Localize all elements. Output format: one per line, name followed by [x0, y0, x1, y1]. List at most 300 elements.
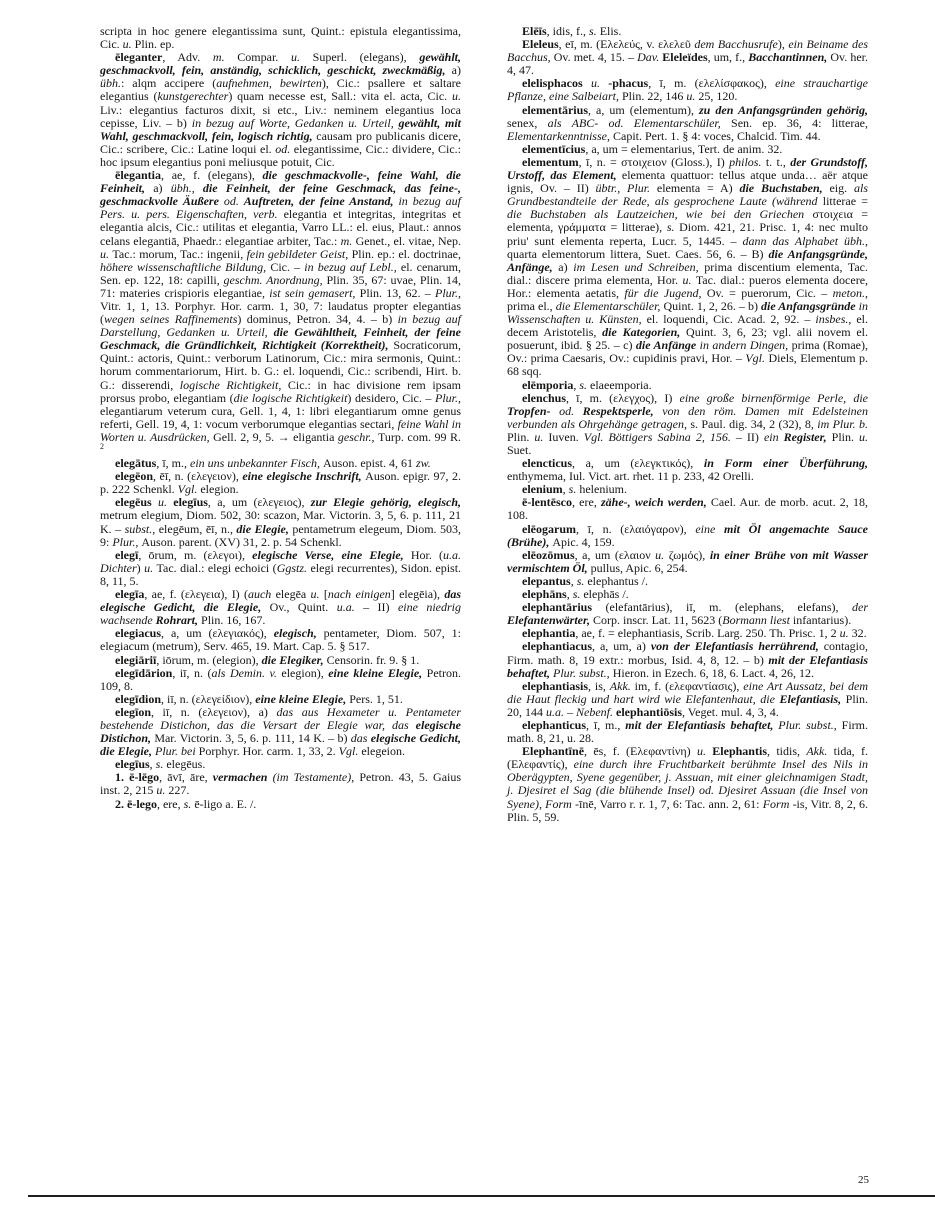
text-segment: s. [183, 796, 195, 811]
text-segment: , ōrum, m. (ελεγοι), [138, 547, 253, 562]
text-segment: Petron. 43, 5. Gaius inst. 2, 215 [100, 770, 462, 798]
text-segment: -is, Vitr. 8, 2, 6. Plin. 5, 59. [507, 796, 869, 824]
text-segment: , [149, 757, 156, 772]
text-segment: im, f. (ελεφαντίασις), [634, 678, 744, 693]
text-segment: Ggstz. [276, 560, 311, 575]
text-segment: u.a. Dichter [100, 547, 462, 575]
dictionary-entry [100, 496, 461, 548]
text-segment: in andern Dingen, [699, 338, 792, 353]
text-segment: a) [153, 181, 171, 196]
text-segment: , Veget. mul. 4, 3, 4. [682, 704, 779, 719]
dictionary-entry [507, 549, 868, 575]
text-segment: elegische Gedicht, die Elegie, [100, 731, 461, 759]
text-segment: Ov. her. 4, 47. [507, 50, 868, 78]
text-segment: , iī, n. (ελεγείδιον), [161, 691, 256, 706]
text-segment: Bacchantinnen, [748, 50, 831, 65]
headword: Eleleus [522, 37, 559, 52]
dictionary-entry [507, 719, 868, 745]
headword: elephantārius [522, 600, 593, 615]
text-segment: Akk. [806, 744, 834, 759]
text-segment: Plin. [507, 429, 535, 444]
text-segment: u. [290, 50, 300, 65]
text-segment: in Wissenschaften u. Künsten, [507, 298, 868, 327]
text-segment: Bormann liest [722, 613, 793, 628]
text-segment: Capit. Pert. 1. § 4: voces, Chalcid. Tim. 44. [612, 128, 821, 143]
text-segment: ein Beiname des Bacchus, [507, 37, 869, 65]
text-segment: , eī, m. (Ελελεύς, v. ελελεῦ [558, 37, 695, 52]
text-segment: , ēs, f. (Ελεφαντίνη) [584, 744, 697, 759]
dictionary-entry [507, 457, 868, 483]
text-segment: , ae, f. (ελεγεια), I) ( [144, 587, 248, 602]
text-segment: Corp. inscr. Lat. 11, 5623 ( [593, 613, 723, 628]
text-segment: ein uns unbekannter Fisch, [190, 456, 323, 471]
text-segment: ζωμός), [668, 547, 710, 562]
text-segment: , tidis, [766, 744, 807, 759]
text-segment: elegion. [200, 482, 239, 497]
text-segment: elegantia et integritas, integritas et elegantia alcis, Cic.: utilitas et elegantia, Varro LL.: el. eius, Plaut.: annos celans elegantiā, Phaedr.: elegantiae arbiter, Tac.: [100, 207, 461, 248]
text-segment: logische Richtigkeit, [179, 377, 288, 392]
text-segment: Plur., [112, 534, 142, 549]
text-segment: Cic.: in hac divisione rem ipsam prorsus probo, elegantiam ( [100, 377, 461, 405]
text-segment: der Grundstoff, Urstoff, das Element, [507, 154, 869, 183]
dictionary-entry [507, 496, 868, 522]
text-segment: tida, f. (Ελεφαντίς), [507, 744, 869, 772]
text-segment: Dav. [637, 50, 663, 65]
text-segment: in bezug auf Darstellung, Gedanken u. Urteil, [100, 312, 461, 340]
headword: 1. ē-lēgo [115, 770, 160, 785]
text-segment: eine strauchartige Pflanze, eine Salbeiart, [507, 76, 869, 104]
text-segment: u. [590, 76, 609, 91]
text-segment: die Buchstaben, [739, 181, 830, 196]
text-segment: elegeion. [361, 744, 405, 759]
text-segment: elephās /. [583, 587, 629, 602]
text-segment: feine Wahl in Worten u. Ausdrücken, [100, 416, 461, 444]
text-segment: s. [666, 220, 680, 235]
text-segment: u. [122, 37, 132, 52]
text-segment: Cael. Aur. de morb. acut. 2, 18, 108. [507, 495, 868, 523]
headword: elencticus [522, 456, 572, 471]
dictionary-entry [507, 104, 868, 143]
text-segment: Elementarkenntnisse, [507, 128, 613, 143]
text-segment: Nebenf. [576, 704, 616, 719]
text-segment: , a, um (ελεγειος), [207, 495, 311, 510]
text-segment: , a, um = elementarius, Tert. de anim. 32. [585, 141, 783, 156]
text-segment: Register, [783, 429, 832, 444]
text-segment: Plin. ep.: el. doctrinae, [351, 246, 462, 261]
text-segment: ) quam necesse est, Sall.: vita el. acta, Cic. [228, 89, 452, 104]
text-segment: Liv.: elegantius facturos dixit, si etc., Liv.: neminem elegantius loca cepisse, Liv. – b) [100, 102, 461, 130]
text-segment: Vgl. Böttigers Sabina 2, 156. [583, 429, 736, 444]
text-segment: στοιχεια = elementa, γράμματα = litterae), [507, 207, 868, 235]
text-segment: s. Paul. dig. 34, 2 (32), 8, [690, 416, 818, 431]
text-segment: die Anfangsgründe [761, 298, 859, 313]
text-segment: die Buchstaben als Lautzeichen, wie bei den Griechen [507, 207, 813, 222]
text-segment: dann das Alphabet übh., [742, 233, 868, 248]
text-segment: das elegische Gedicht, die Elegie, [100, 587, 462, 615]
text-segment: m. [340, 233, 356, 248]
text-segment: gewählt, geschmackvoll, fein, anständig, schicklich, geschickt, zweckmäßig, [100, 50, 462, 78]
text-segment: , [573, 377, 580, 392]
text-segment: -phacus [608, 76, 649, 91]
text-segment: eine große birnenförmige Perle, die [679, 390, 868, 405]
text-segment: eine durch ihre Fruchtbarkeit berühmte Insel des Nils in Oberägypten, Syene gegenüber, j. Assuan, mit einer gleichnamigen Stadt, j. Djesiret el Sag (die blühende Insel) od. Djesiret Assuan (die Insel von Syene), Form [507, 757, 868, 811]
text-segment: pullus, Apic. 6, 254. [590, 560, 688, 575]
text-segment: dem Bacchusrufe [694, 37, 778, 52]
text-segment: Compar. [224, 50, 291, 65]
text-segment: u.a. [336, 600, 364, 615]
text-segment: philos. [729, 154, 766, 169]
text-segment: s. [572, 587, 584, 602]
text-segment: Plur. subst., [553, 665, 613, 680]
text-segment: u.a. [546, 704, 567, 719]
headword: elegīa [115, 587, 145, 602]
text-segment: elegīus [173, 495, 208, 510]
text-segment: Censorin. fr. 9. § 1. [326, 652, 420, 667]
text-segment: eine niedrig wachsende [100, 600, 462, 628]
text-segment: Plin. [831, 429, 860, 444]
text-segment: insbes., [815, 312, 857, 327]
text-segment: s. [155, 757, 167, 772]
text-segment: zw. [415, 456, 431, 471]
dictionary-entry [100, 25, 461, 51]
text-segment: elaeemporia. [590, 377, 652, 392]
text-segment: Plur., [435, 285, 462, 300]
text-segment: fein gebildeter Geist, [246, 246, 352, 261]
headword: elēmporia [522, 377, 574, 392]
text-segment: , ī, m., [156, 456, 190, 471]
dictionary-entry [507, 523, 868, 549]
text-segment: od. [275, 141, 291, 156]
text-segment: Plin. 16, 167. [201, 613, 266, 628]
text-segment: elegion), [281, 665, 329, 680]
text-segment: s. [568, 482, 580, 497]
text-segment: Sen. ep. 36, 4: litterae, [731, 115, 868, 130]
text-segment: höhere wissenschaftliche Bildung, [100, 259, 271, 274]
text-segment: Elis. [599, 24, 622, 38]
text-segment: u. [839, 626, 852, 641]
text-segment: Quint. 1, 2, 26. – b) [663, 298, 761, 313]
text-segment: elegische Distichon, [100, 717, 461, 746]
text-segment: : alqm accipere ( [121, 76, 217, 91]
text-segment: , ī, n. (ελαιόγαρον), [575, 521, 696, 536]
text-segment: [ [323, 587, 328, 602]
text-segment: ) dominus, Petron. 34, 4. – b) [237, 312, 398, 327]
bottom-rule [28, 1195, 935, 1197]
text-segment: das [350, 731, 371, 746]
dictionary-entry [100, 51, 461, 169]
text-segment: geschm. Anordnung, [223, 272, 327, 287]
text-segment: s. [576, 573, 588, 588]
text-segment: scripta in hoc genere elegantissima sunt, Quint.: epistula elegantissima, Cic. [100, 24, 461, 52]
text-segment: die Elegiker, [261, 652, 327, 667]
text-segment: u. [534, 429, 549, 444]
text-segment: t. t., [765, 154, 791, 169]
text-segment: Ov., Quint. [269, 600, 337, 615]
text-segment: als ABC- od. Elementarschüler, [547, 115, 732, 130]
text-segment: auch [247, 587, 276, 602]
text-segment: , idis, f., [546, 24, 590, 38]
page-number: 25 [858, 1174, 869, 1186]
text-segment: Cic. – [270, 259, 305, 274]
text-segment: Plur. subst., [778, 717, 842, 732]
headword: elementīcius [522, 141, 586, 156]
text-segment: eig. [829, 181, 854, 196]
text-segment: el. cenarum, Sen. ep. 122, 18: capilli, [100, 259, 461, 287]
text-segment: ē-ligo a. E. /. [194, 796, 257, 811]
text-segment: Ov. = puerorum, Cic. – [706, 285, 833, 300]
text-segment: , a, um (elementum), [587, 102, 700, 117]
text-segment: – II) [735, 429, 764, 444]
text-segment: elegēum, ēī, n., [158, 521, 237, 536]
text-segment: Diom. 421, 21. Prisc. 1, 4: nec multo priu' sunt elementa reperta, Lucr. 5, 1445. – [507, 220, 868, 248]
text-segment: Suet. [507, 443, 532, 457]
text-segment: elementa = A) [656, 181, 740, 196]
text-segment: , ae, f. (elegans), [161, 168, 263, 183]
text-segment: elephantiōsis [616, 704, 683, 719]
text-segment: , um, f., [707, 50, 749, 65]
headword: elelisphacos [522, 76, 591, 91]
text-segment: ), Cic.: psallere et saltare elegantius ( [100, 76, 461, 104]
text-segment: , ēī, n. (ελεγειον), [153, 469, 243, 484]
text-segment: mit Öl angemachte Sauce (Brühe), [507, 521, 868, 549]
text-segment: die Kategorien, [602, 325, 687, 340]
text-segment: Porphyr. Hor. carm. 1, 33, 2. [198, 744, 339, 759]
text-segment: das aus Hexameter u. Pentameter bestehende Distichon, das die Versart der Elegie war, das [100, 704, 461, 732]
text-segment: , a, um (ελεγιακός), [161, 626, 274, 641]
dictionary-entry [507, 156, 868, 379]
text-segment: pentametrum elegeum, Diom. 503, 9: [100, 521, 461, 549]
headword: Elephantīnē [522, 744, 585, 759]
headword: elegīdion [115, 691, 162, 706]
text-segment: s. [579, 377, 590, 392]
headword: elēogarum [522, 521, 576, 536]
text-segment: in bezug auf Worte, Gedanken u. Urteil, [191, 115, 399, 130]
text-segment: meton., [832, 285, 868, 300]
headword: elenchus [522, 390, 567, 405]
text-segment: 227. [168, 783, 190, 798]
dictionary-entry [100, 627, 461, 653]
text-segment: u. [696, 744, 713, 759]
text-segment: Eleleïdes [662, 50, 708, 65]
text-segment: Plin. 35, 67: uvae, Plin. 14, 71: materies crispioris elegantiae, [100, 272, 462, 300]
text-segment: Turp. com. 99 R. [378, 429, 461, 444]
text-segment: litterae = [822, 194, 869, 209]
dictionary-entry [100, 798, 461, 811]
text-segment: m. [212, 50, 225, 65]
dictionary-entry [507, 680, 868, 719]
headword: elegīus [115, 757, 150, 772]
text-segment: , ī, m. (ελελίσφακος), [648, 76, 776, 91]
text-segment: nach einigen [327, 587, 391, 602]
text-segment: ), [777, 37, 789, 52]
headword: elegiāriī [115, 652, 157, 667]
text-segment: ] elegēia), [390, 587, 445, 602]
text-segment: prima el., [507, 298, 556, 313]
text-segment: elegische Verse, eine Elegie, [252, 547, 411, 562]
text-segment: u. [859, 429, 869, 444]
text-segment: in bezug auf Lebl., [304, 259, 401, 274]
text-segment: Vgl. [177, 482, 201, 497]
text-segment: – [567, 704, 576, 719]
text-segment: metrum elegium, Diom. 502, 30: scazon, Mar. Victorin. 3, 5, 6. p. 111, 21 K. – [100, 508, 461, 536]
text-segment: subst., [124, 521, 159, 536]
text-segment: ) desidero, Cic. – [347, 390, 435, 405]
dictionary-entry [100, 706, 461, 758]
text-segment: , ī, m., [586, 717, 626, 732]
text-segment: gewählt, mit Wahl, geschmackvoll, fein, logisch richtig, [100, 115, 461, 143]
text-segment: , iī, n. (ελεγειον), a) [151, 704, 277, 719]
text-segment: die Anfangsgründe, Anfänge, [507, 246, 869, 274]
dictionary-entry [100, 667, 461, 693]
dictionary-entry [100, 588, 461, 627]
text-segment: , [570, 573, 577, 588]
headword: elementārius [522, 102, 588, 117]
text-segment: u. [452, 89, 461, 104]
text-segment: elegēa [275, 587, 311, 602]
text-segment: in einer Brühe von mit Wasser vermischtem Öl, [507, 547, 868, 575]
text-segment: u. [157, 495, 174, 510]
dictionary-entry [100, 470, 461, 496]
text-segment: in Form einer Überführung, [703, 456, 869, 471]
text-segment: , a, um (ελαιον [574, 547, 656, 562]
text-segment: , ī, n. = στοιχειον (Gloss.), I) [578, 154, 730, 169]
text-segment: wegen seines Raffinements [104, 312, 238, 327]
text-segment: elegantiarum veterum cura, Gell. 1, 4, 1: libri elegantiarum omne genus referti, Gell. 19, 4, 1: vocum verborumque elegantias sectari, [100, 403, 461, 431]
text-segment: od. [223, 194, 244, 209]
text-segment: Gell. 2, 9, 5. → eligantia [213, 429, 338, 444]
text-segment: für die Jugend, [624, 285, 707, 300]
text-segment: Hieron. in Ezech. 6, 18, 6. Lact. 4, 26, 12. [612, 665, 814, 680]
text-segment: eine [695, 521, 724, 536]
text-segment: causam pro publicanis dicere, Cic.: scribere, Cic.: Latine loqui el. [100, 128, 461, 156]
text-segment: Rohrart, [155, 613, 202, 628]
text-segment: eine kleine Elegie, [328, 665, 427, 680]
text-segment: Elephantis [712, 744, 767, 759]
text-segment: prima discentium elementa, Tac. dial.: discere prima elementa, Hor. [507, 259, 868, 287]
headword: 2. ē-lego [115, 796, 157, 811]
text-segment: (elefantārius), iī, m. (elephans, elefans), [592, 600, 852, 615]
text-segment: , ere, [571, 495, 602, 510]
headword: elegēus [115, 495, 158, 510]
text-segment: Tropfen- [507, 403, 560, 418]
text-segment: Plur., [434, 390, 461, 405]
text-segment: a) [451, 63, 461, 78]
text-segment: , [562, 482, 569, 497]
text-segment: eine kleine Elegie, [255, 691, 350, 706]
text-segment: pentameter, Diom. 507, 1: elegiacum (metrum), Serv. 465, 19. Mart. Cap. 5. § 517. [100, 626, 461, 654]
text-segment: , a, um (ελεγκτικός), [572, 456, 704, 471]
text-segment: u. [682, 272, 696, 287]
text-segment: , ere, [156, 796, 184, 811]
text-segment: zu den Anfangsgründen gehörig, [699, 102, 868, 117]
text-segment: im Lesen und Schreiben, [573, 259, 705, 274]
text-segment: übh. [100, 76, 121, 91]
text-segment: Auson. epist. 4, 61 [322, 456, 416, 471]
text-segment: mit der Elefantiasis behaftet, [625, 717, 779, 732]
text-segment: zur Elegie gehörig, elegisch, [310, 495, 461, 510]
text-segment: eine elegische Inschrift, [242, 469, 366, 484]
headword: elēozōmus [522, 547, 575, 562]
text-segment: übh., [170, 181, 203, 196]
headword: elenium [522, 482, 563, 497]
text-segment: Genet., el. vitae, Nep. [355, 233, 461, 248]
text-segment: el. loquendi, Cic. Acad. 2, 92. – [646, 312, 816, 327]
text-segment: elegi recurrentes), Sidon. epist. 8, 11, 5. [100, 560, 462, 588]
text-segment: , ī, m. (ελεγχος), I) [566, 390, 680, 405]
text-segment: el. decem Aristotelis, [507, 312, 869, 340]
text-segment: quarta elementorum littera, Suet. Caes. 56, 6. – B) [507, 246, 769, 261]
headword: elegēon [115, 469, 153, 484]
text-segment: Auson. epigr. 97, 2. p. 222 Schenkl. [100, 469, 461, 497]
text-segment: u. [310, 587, 324, 602]
text-segment: Vgl. [338, 744, 362, 759]
text-segment: ist sein gemasert, [269, 285, 360, 300]
text-segment: Elefantenwärter, [507, 613, 594, 628]
text-segment: ) [136, 560, 145, 575]
headword: elementum [522, 154, 579, 169]
text-segment: Respektsperle, [582, 403, 663, 418]
text-segment: u. [655, 547, 669, 562]
text-segment: von der Elefantiasis herrührend, [650, 639, 824, 654]
text-segment: Quint. 3, 6, 23; vgl. alii novem el. posuerunt, ibid. § 25. – c) [507, 325, 869, 353]
text-segment: u. [100, 246, 113, 261]
text-segment: , ae, f. = elephantiasis, Scrib. Larg. 250. Th. Prisc. 1, 2 [575, 626, 840, 641]
text-segment: vermachen [212, 770, 273, 785]
text-segment: a) [558, 259, 574, 274]
text-segment: , āvī, āre, [159, 770, 213, 785]
text-segment: Form [762, 796, 793, 811]
text-segment: Auson. parent. (XV) 31, 2. p. 54 Schenkl. [141, 534, 342, 549]
text-segment: Plin. ep. [131, 37, 175, 52]
text-segment: , iī, n. ( [172, 665, 212, 680]
text-segment: Pers. 1, 51. [349, 691, 403, 706]
dictionary-entry [507, 77, 868, 103]
text-segment: die Feinheit, der feine Geschmack, das feine-, geschmackvolle Äußere [100, 181, 461, 209]
text-segment: elementa quattuor: tellus atque unda… aër atque ignis, Ov. – II) [507, 168, 868, 196]
headword: elephantia [522, 626, 576, 641]
text-columns [100, 25, 868, 824]
headword: ēleganter [115, 50, 163, 65]
text-segment: die geschmackvolle-, feine Wahl, die Feinheit, [100, 168, 461, 196]
headword: elephantiacus [522, 639, 593, 654]
text-segment: u. [144, 560, 157, 575]
text-segment: die Elementarschüler, [555, 298, 664, 313]
text-segment: Plur. bei [154, 744, 199, 759]
headword: elephanticus [522, 717, 587, 732]
dictionary-entry [507, 745, 868, 824]
text-segment: kunstgerechter [157, 89, 229, 104]
text-segment: als Demin. v. [211, 665, 282, 680]
text-segment: enthymema, Iul. Vict. art. rhet. 11 p. 233, 42 Orelli. [507, 469, 754, 484]
dictionary-entry [100, 549, 461, 588]
dictionary-entry [100, 771, 461, 797]
text-segment: Plin. 13, 62. – [359, 285, 435, 300]
text-segment: mit der Elefantiasis behaftet, [507, 652, 868, 680]
text-segment: elegēus. [166, 757, 206, 772]
text-segment: elegantissime, Cic.: dividere, Cic.: hoc ipsum elegantius poni meliusque potuit, Cic. [100, 141, 461, 169]
text-segment: in bezug auf Pers. u. pers. Eigenschaften, verb. [100, 194, 461, 222]
headword: ē-lentēsco [522, 495, 572, 510]
text-segment: von den röm. Damen mit Edelsteinen verbunden als Ohrgehänge getragen, [507, 403, 868, 431]
text-segment: , is, [588, 678, 610, 693]
text-segment: Hor. ( [410, 547, 444, 562]
headword: Elēīs [522, 24, 547, 38]
text-segment: Elefantiasis, [779, 691, 846, 706]
headword: elephantiasis [522, 678, 589, 693]
text-segment: , iōrum, m. (elegion), [156, 652, 262, 667]
text-segment: Vitr. 1, 1, 13. Porphyr. Hor. carm. 1, 30, 7: laudatus propter elegantias ( [100, 298, 461, 327]
text-segment: 25, 120. [698, 89, 738, 104]
